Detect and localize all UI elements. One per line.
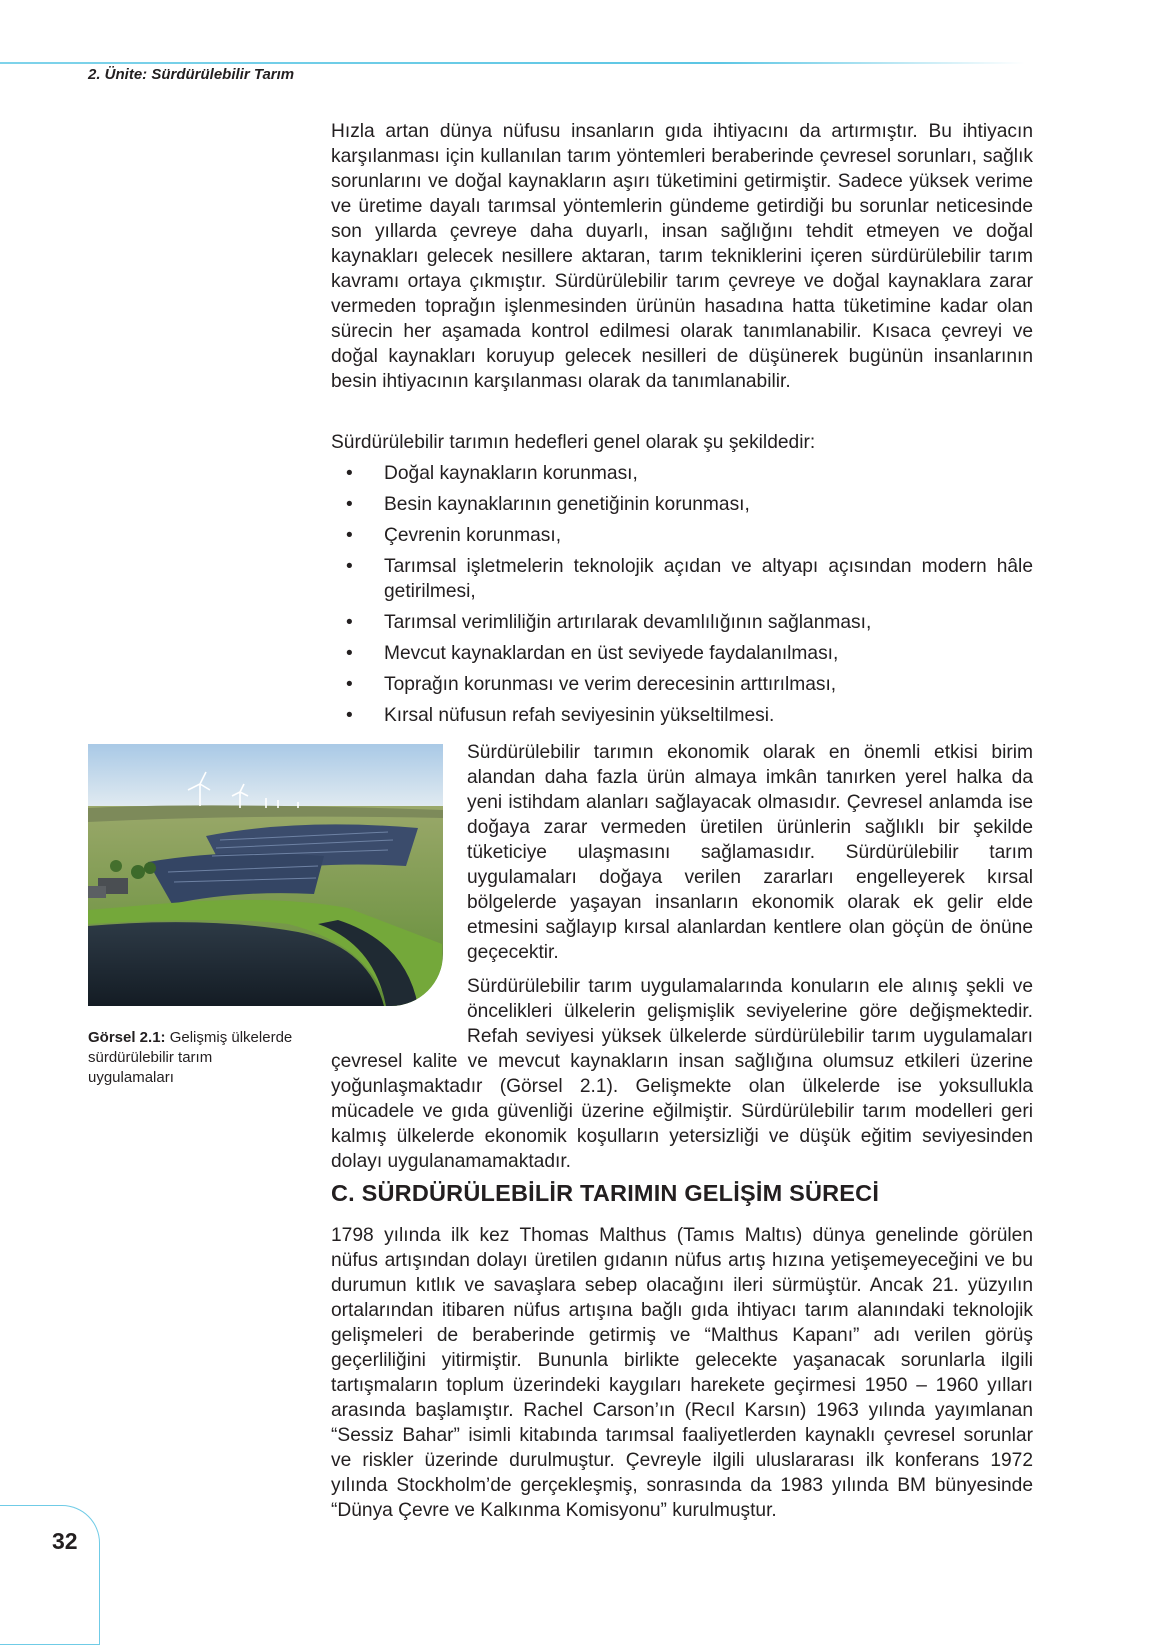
bullet-icon: •: [346, 643, 353, 664]
goals-list: [331, 461, 1033, 734]
bullet-icon: •: [346, 556, 353, 577]
economic-paragraph: Sürdürülebilir tarımın ekonomik olarak en önemli etkisi birim alandan daha fazla ürün almaya imkân tanırken yerel halka da yeni istihdam alanları sağlayacak olmasıdır. Çevresel anlamda ise doğaya zarar vermeden üretilen ürünlerin sağlıklı bir şekilde tüketiciye ulaşmasını sağlamasıdır. Sürdürülebilir tarım uygulamaları doğaya verilen zararları engelleyerek kırsal bölgelerde yaşayan insanların ekonomik olarak ek gelir elde etmesini sağlayıp kırsal alanlardan kentlere olan göçün de önüne geçecektir.: [467, 742, 1033, 963]
list-item: • Tarımsal işletmelerin teknolojik açıdan ve altyapı açısından modern hâle getirilmesi,: [346, 556, 1033, 602]
bullet-icon: •: [346, 525, 353, 546]
list-item: • Besin kaynaklarının genetiğinin korunması,: [346, 494, 750, 515]
bullet-icon: •: [346, 612, 353, 633]
page-number: 32: [52, 1528, 78, 1554]
intro-paragraph: Hızla artan dünya nüfusu insanların gıda ihtiyacını da artırmıştır. Bu ihtiyacın karşılanması için kullanılan tarım yöntemleri beraberinde çevresel sorunları, sağlık sorunlarını ve doğal kaynakların aşırı tüketimini getirmiştir. Sadece yüksek verime ve üretime dayalı tarımsal yöntemlerin gündeme getirdiği bu sorunlar neticesinde son yıllarda çevreye daha duyarlı, insan sağlığını tehdit etmeyen ve doğal kaynakları gelecek nesillere aktaran, tarım tekniklerini içeren sürdürülebilir tarım kavramı ortaya çıkmıştır. Sürdürülebilir tarım çevreye ve doğal kaynaklara zarar vermeden toprağın işlenmesinden ürünün hasadına hatta tüketimine kadar olan sürecin her aşamada kontrol edilmesi olarak tanımlanabilir. Kısaca çevreyi ve doğal kaynakları koruyup gelecek nesilleri de düşünerek bugünün insanlarının besin ihtiyacının karşılanması olarak da tanımlanabilir.: [331, 121, 1033, 392]
list-item: • Tarımsal verimliliğin artırılarak devamlılığının sağlanması,: [346, 612, 872, 633]
history-paragraph: 1798 yılında ilk kez Thomas Malthus (Tamıs Maltıs) dünya genelinde görülen nüfus artışından dolayı üretilen gıdanın nüfus artış hızına yetişemeyeceğini ve bu durumun kıtlık ve savaşlara sebep olacağını ileri sürmüştür. Ancak 21. yüzyılın ortalarından itibaren nüfus artışına bağlı gıda ihtiyacı tarım alanındaki teknolojik gelişmeleri de beraberinde getirmiş ve “Malthus Kapanı” adı verilen görüş geçerliliğini yitirmiştir. Bununla birlikte gelecekte yaşanacak sorunlarla ilgili tartışmaların toplum üzerindeki kaygıları harekete geçirmesi 1950 – 1960 yılları arasında başlamıştır. Rachel Carson’ın (Recıl Karsın) 1963 yılında yayımlanan “Sessiz Bahar” isimli kitabında tarımsal faaliyetlerden kaynaklı çevresel sorunlar ve riskler üzerinde durulmuştur. Çevreyle ilgili uluslararası ilk konferans 1972 yılında Stockholm’de gerçekleşmiş, sonrasında da 1983 yılında BM bünyesinde “Dünya Çevre ve Kalkınma Komisyonu” kurulmuştur.: [331, 1225, 1033, 1521]
bullet-icon: •: [346, 494, 353, 515]
unit-title: 2. Ünite: Sürdürülebilir Tarım: [88, 66, 295, 83]
goals-intro: Sürdürülebilir tarımın hedefleri genel olarak şu şekildedir:: [331, 432, 816, 453]
section-heading: C. SÜRDÜRÜLEBİLİR TARIMIN GELİŞİM SÜRECİ: [331, 1180, 880, 1206]
page-corner-decoration: [0, 1505, 100, 1645]
bullet-icon: •: [346, 463, 353, 484]
list-item: • Mevcut kaynaklardan en üst seviyede faydalanılması,: [346, 643, 839, 664]
bullet-icon: •: [346, 674, 353, 695]
list-item: • Çevrenin korunması,: [346, 525, 562, 546]
list-item: • Kırsal nüfusun refah seviyesinin yükseltilmesi.: [346, 705, 775, 726]
list-item: • Toprağın korunması ve verim derecesinin arttırılması,: [346, 674, 837, 695]
header-rule: [0, 62, 1025, 64]
list-item: • Doğal kaynakların korunması,: [346, 463, 638, 484]
countries-paragraph: Sürdürülebilir tarım uygulamalarında konuların ele alınış şekli ve öncelikleri ülkelerin gelişmişlik seviyelerine göre değişmektedir. Refah seviyesi yüksek ülkelerde sürdürülebilir tarım uygulamaları çevresel kalite ve mevcut kaynakların insan sağlığına olumsuz etkileri üzerine yoğunlaşmaktadır (Görsel 2.1). Gelişmekte olan ülkelerde ise yoksullukla mücadele ve gıda güvenliği üzerine eğilmiştir. Sürdürülebilir tarım modelleri geri kalmış ülkelerde ekonomik koşulların yetersizliği ve düşük eğitim seviyesinden dolayı uygulanamamaktadır.: [331, 976, 1033, 1172]
figure-caption: Görsel 2.1: Gelişmiş ülkelerde sürdürülebilir tarım uygulamaları: [88, 1029, 293, 1086]
bullet-icon: •: [346, 705, 353, 726]
figure-spacer: [331, 740, 467, 1047]
text-wrap-block: [331, 740, 1033, 1183]
figure-label: Görsel 2.1:: [88, 1029, 166, 1046]
